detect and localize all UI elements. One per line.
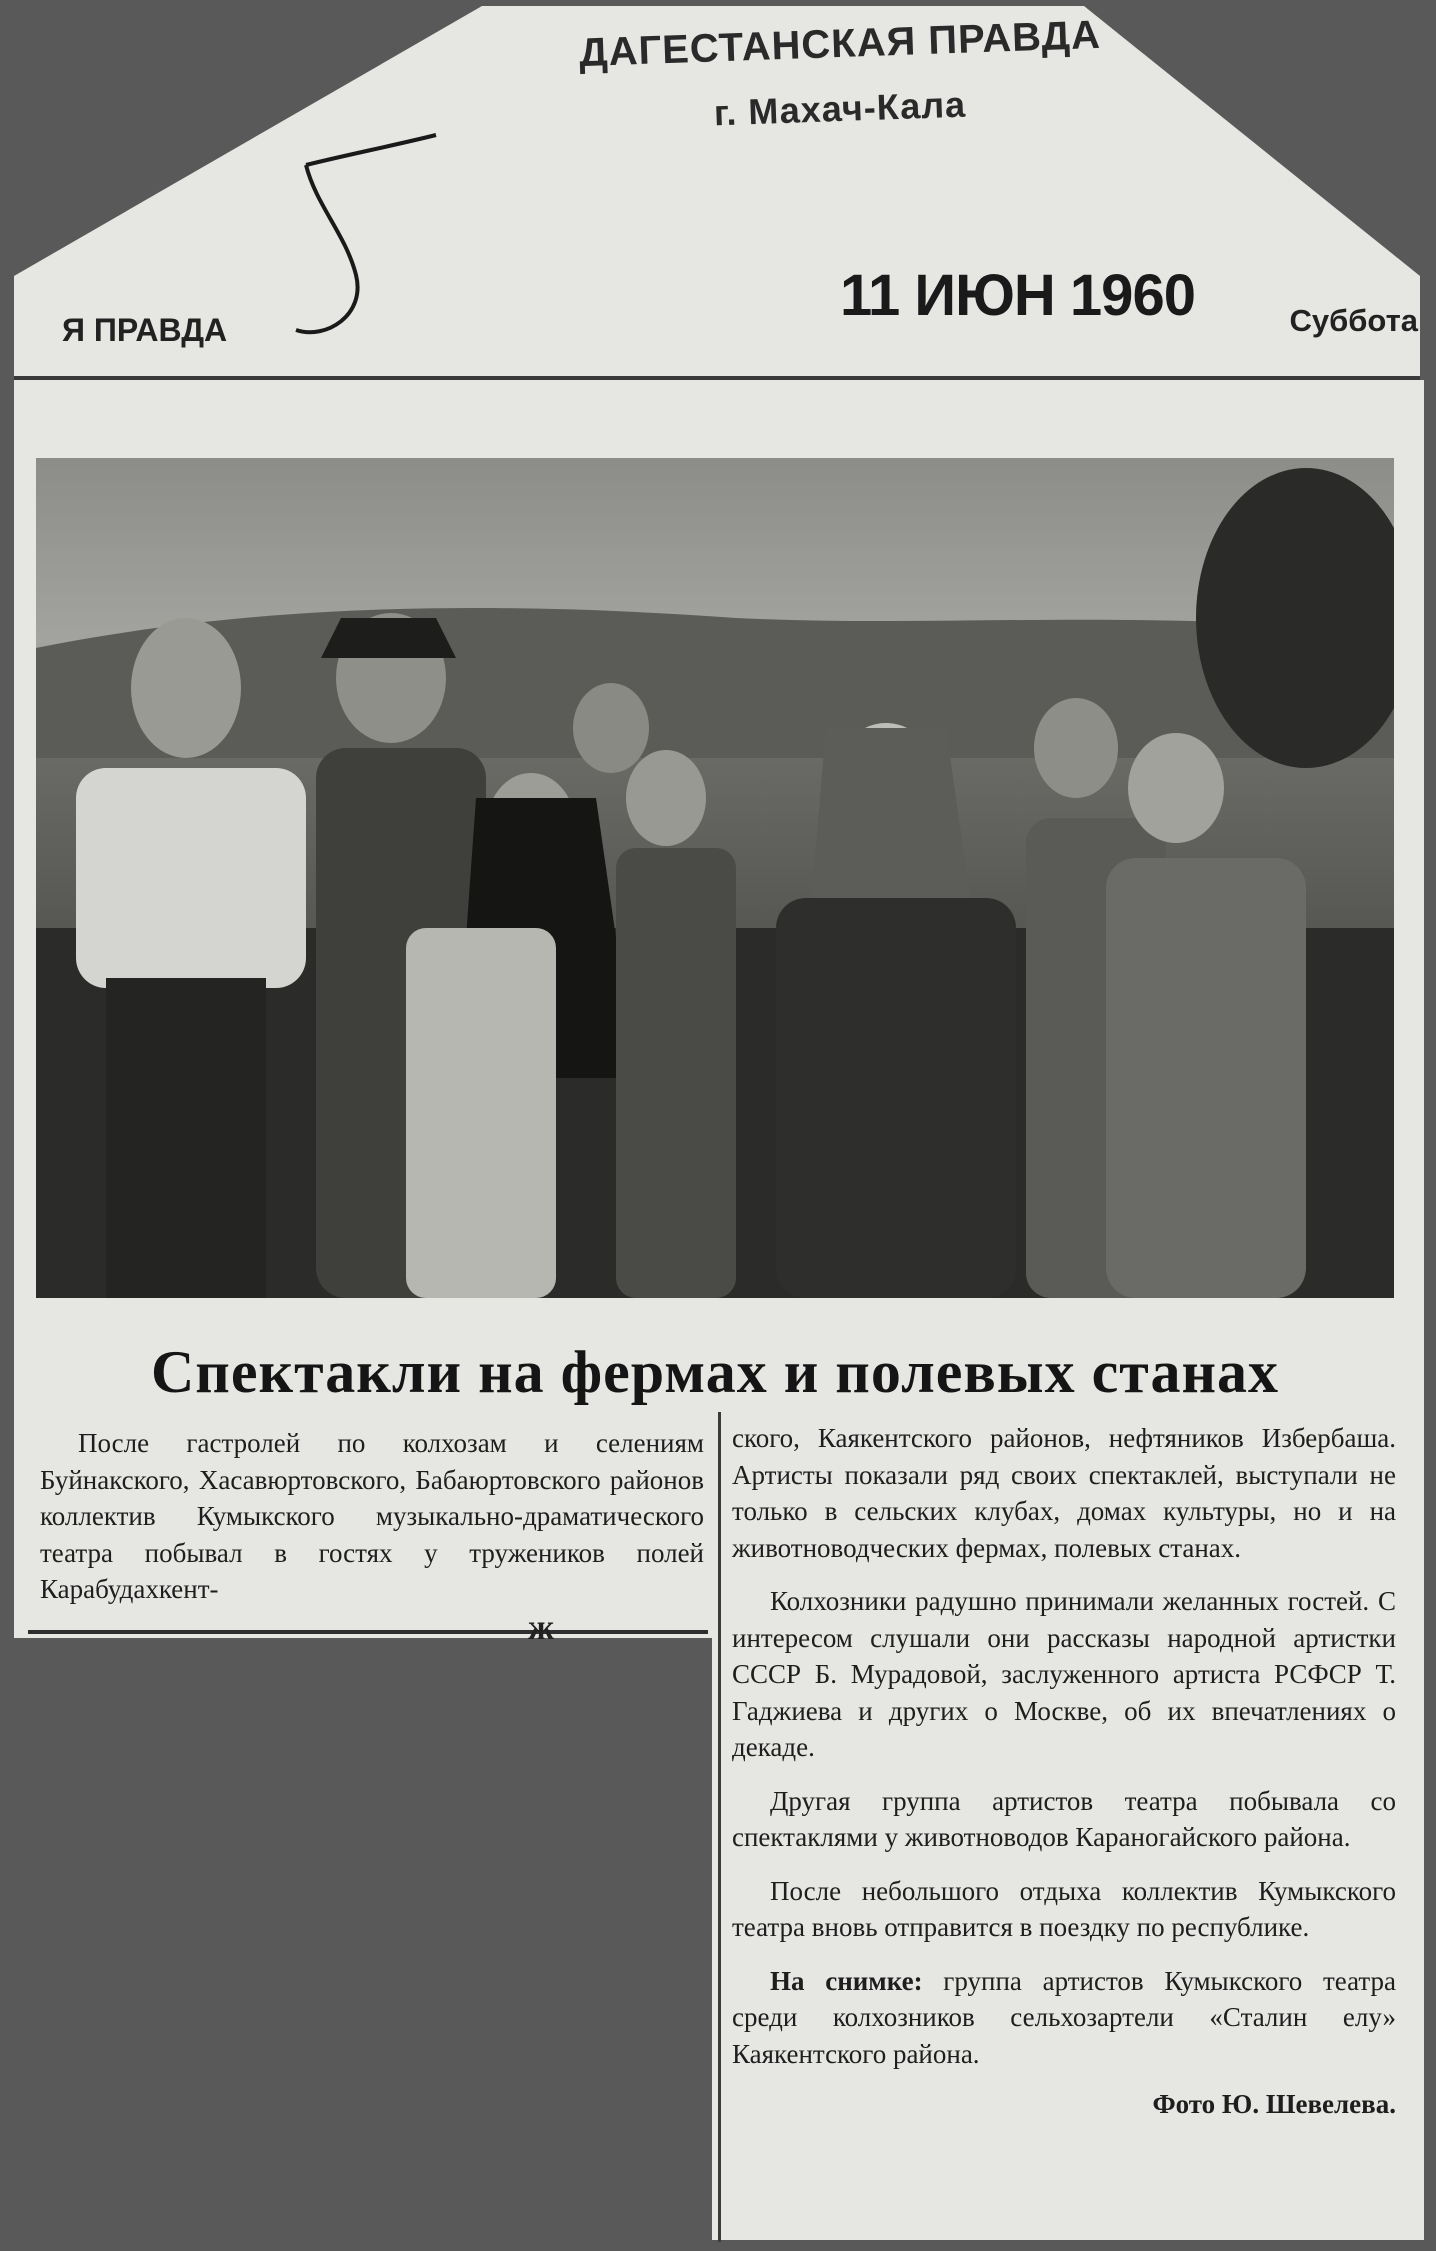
masthead-day: Суббота (1289, 303, 1418, 338)
caption-text: группа артистов Кумыкского театра среди колхозников сельхозартели «Сталин елу» Каякентского района. (732, 1965, 1396, 2069)
left-column-end-rule (28, 1630, 708, 1634)
handwritten-mark-icon (286, 125, 446, 355)
archive-stamp-date: 11 ИЮН 1960 (840, 263, 1195, 328)
article-column-right (732, 1420, 1396, 2123)
archive-stamp-city: г. Махач-Кала (713, 83, 967, 134)
photo-caption (732, 1963, 1396, 2073)
article-column-left (40, 1425, 704, 1608)
right-paragraph-1: ского, Каякентского районов, нефтяников Избербаша. Артисты показали ряд своих спектаклей, выступали не только в сельских клубах, домах культуры, но и на животноводческих фермах, полевых станах. (732, 1423, 1396, 1563)
archive-stamp-paper: ДАГЕСТАНСКАЯ ПРАВДА (578, 12, 1102, 76)
left-column-text: После гастролей по колхозам и селениям Буйнакского, Хасавюртовского, Бабаюртовского районов коллектив Кумыкского музыкально-драматического театра побывал в гостях у тружеников полей Карабудахкент- (40, 1428, 704, 1604)
right-paragraph-3: Другая группа артистов театра побывала со спектаклями у животноводов Караногайского района. (732, 1785, 1396, 1852)
masthead-paper-name: Я ПРАВДА (62, 312, 228, 348)
photo-credit: Фото Ю. Шевелева. (1152, 2089, 1396, 2119)
masthead-rule (14, 376, 1420, 380)
column-divider (718, 1412, 721, 2242)
right-paragraph-2: Колхозники радушно принимали желанных гостей. С интересом слушали они рассказы народной артистки СССР Б. Мурадовой, заслуженного артиста РСФСР Т. Гаджиева и других о Москве, об их впечатлениях о декаде. (732, 1586, 1396, 1762)
end-ornament-icon: ж (528, 1607, 555, 1647)
article-photo (36, 458, 1394, 1298)
caption-lead: На снимке: (770, 1965, 923, 1996)
right-paragraph-4: После небольшого отдыха коллектив Кумыкского театра вновь отправится в поездку по республике. (732, 1875, 1396, 1942)
article-headline: Спектакли на фермах и полевых станах (150, 1339, 1280, 1405)
